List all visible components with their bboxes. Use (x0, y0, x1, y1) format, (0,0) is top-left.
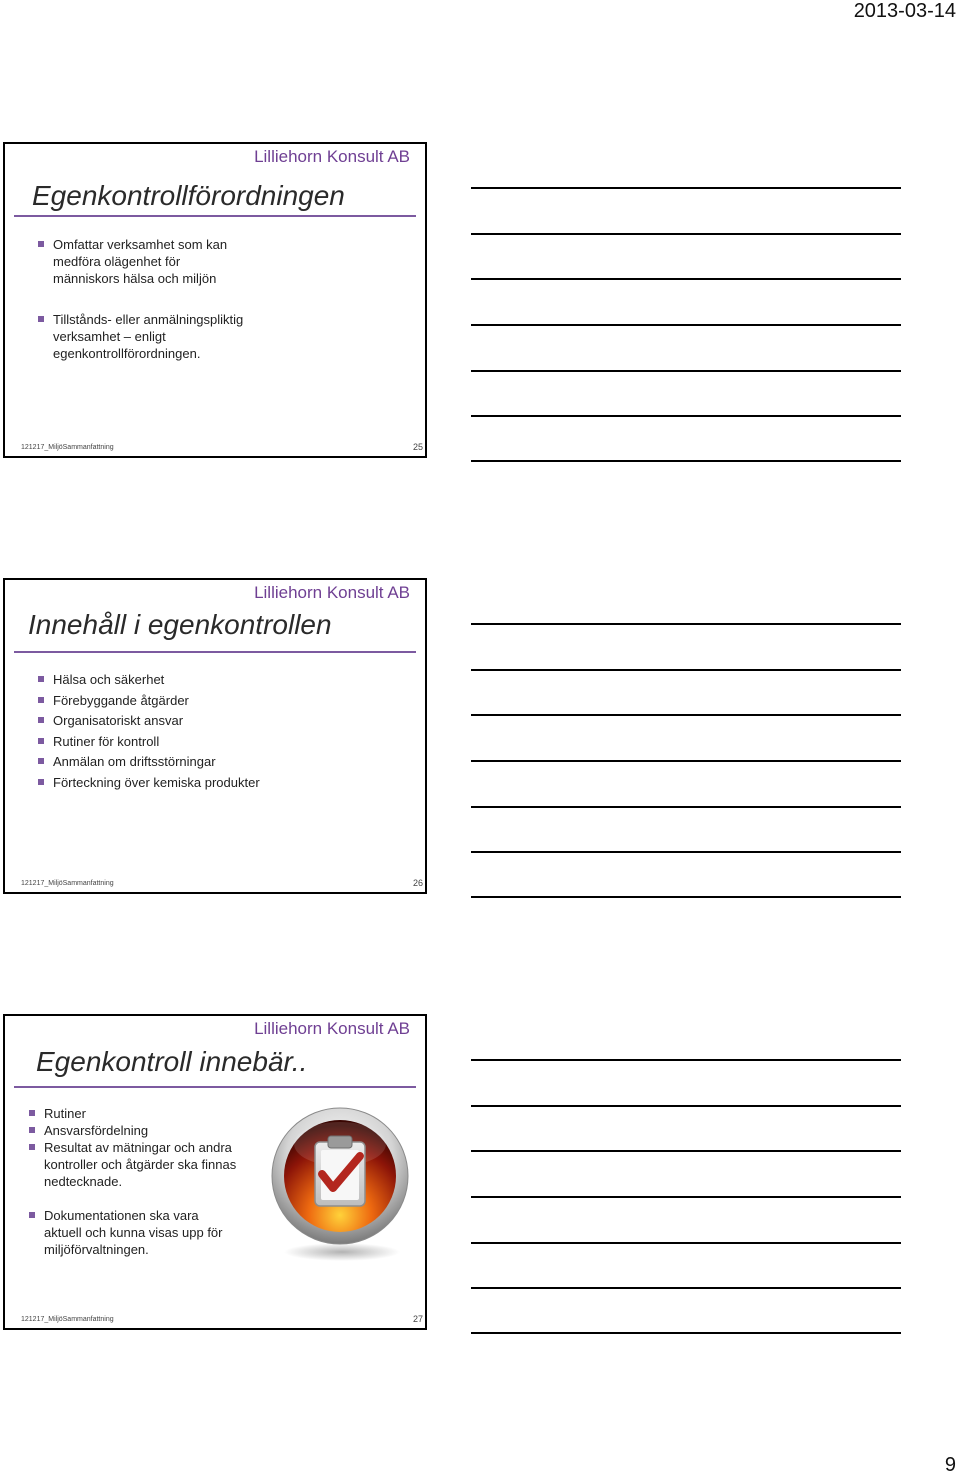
slide-26 (3, 578, 427, 894)
note-line (471, 714, 901, 716)
slide-title: Egenkontrollförordningen (32, 180, 345, 211)
note-line (471, 806, 901, 808)
note-line (471, 851, 901, 853)
list-item: Ansvarsfördelning (29, 1122, 236, 1139)
slide-25 (3, 142, 427, 458)
company-name: Lilliehorn Konsult AB (254, 147, 410, 166)
slide-title: Egenkontroll innebär.. (36, 1046, 308, 1077)
note-line (471, 1150, 901, 1152)
note-line (471, 1196, 901, 1198)
clipboard-check-icon (270, 1104, 412, 1266)
slide-number: 25 (412, 442, 423, 452)
title-rule (14, 1086, 416, 1088)
slide-title: Innehåll i egenkontrollen (28, 609, 332, 640)
note-line (471, 1287, 901, 1289)
slide-footer: 121217_MiljöSammanfattning (21, 444, 114, 451)
list-item: Förteckning över kemiska produkter (38, 774, 260, 791)
notes-lines (471, 142, 901, 462)
note-line (471, 233, 901, 235)
list-item: Resultat av mätningar och andra kontroller och åtgärder ska finnas nedtecknade. (29, 1139, 236, 1190)
slide-footer: 121217_MiljöSammanfattning (21, 1316, 114, 1323)
page-date: 2013-03-14 (853, 0, 956, 22)
title-rule (14, 215, 416, 217)
note-line (471, 415, 901, 417)
note-line (471, 324, 901, 326)
list-item: Förebyggande åtgärder (38, 692, 260, 709)
slide-number: 26 (412, 878, 423, 888)
note-line (471, 460, 901, 462)
list-item: Rutiner för kontroll (38, 733, 260, 750)
note-line (471, 669, 901, 671)
list-item: Dokumentationen ska vara aktuell och kunna visas upp för miljöförvaltningen. (29, 1207, 236, 1258)
note-line (471, 760, 901, 762)
note-line (471, 1332, 901, 1334)
note-line (471, 1105, 901, 1107)
list-item: Hälsa och säkerhet (38, 671, 260, 688)
bullet-list (38, 236, 243, 362)
slide-footer: 121217_MiljöSammanfattning (21, 880, 114, 887)
list-item: Tillstånds- eller anmälningspliktig verksamhet – enligt egenkontrollförordningen. (38, 311, 243, 362)
note-line (471, 623, 901, 625)
note-line (471, 370, 901, 372)
bullet-list (29, 1105, 236, 1258)
page-number: 9 (944, 1454, 956, 1476)
list-item: Rutiner (29, 1105, 236, 1122)
company-name: Lilliehorn Konsult AB (254, 583, 410, 602)
company-name: Lilliehorn Konsult AB (254, 1019, 410, 1038)
bullet-list (38, 671, 260, 791)
notes-lines (471, 578, 901, 898)
list-item: Omfattar verksamhet som kan medföra olägenhet för människors hälsa och miljön (38, 236, 243, 287)
note-line (471, 187, 901, 189)
notes-lines (471, 1014, 901, 1334)
note-line (471, 896, 901, 898)
list-item: Anmälan om driftsstörningar (38, 753, 260, 770)
slide-27 (3, 1014, 427, 1330)
note-line (471, 1242, 901, 1244)
title-rule (14, 651, 416, 653)
note-line (471, 278, 901, 280)
slide-number: 27 (412, 1314, 423, 1324)
list-item: Organisatoriskt ansvar (38, 712, 260, 729)
note-line (471, 1059, 901, 1061)
